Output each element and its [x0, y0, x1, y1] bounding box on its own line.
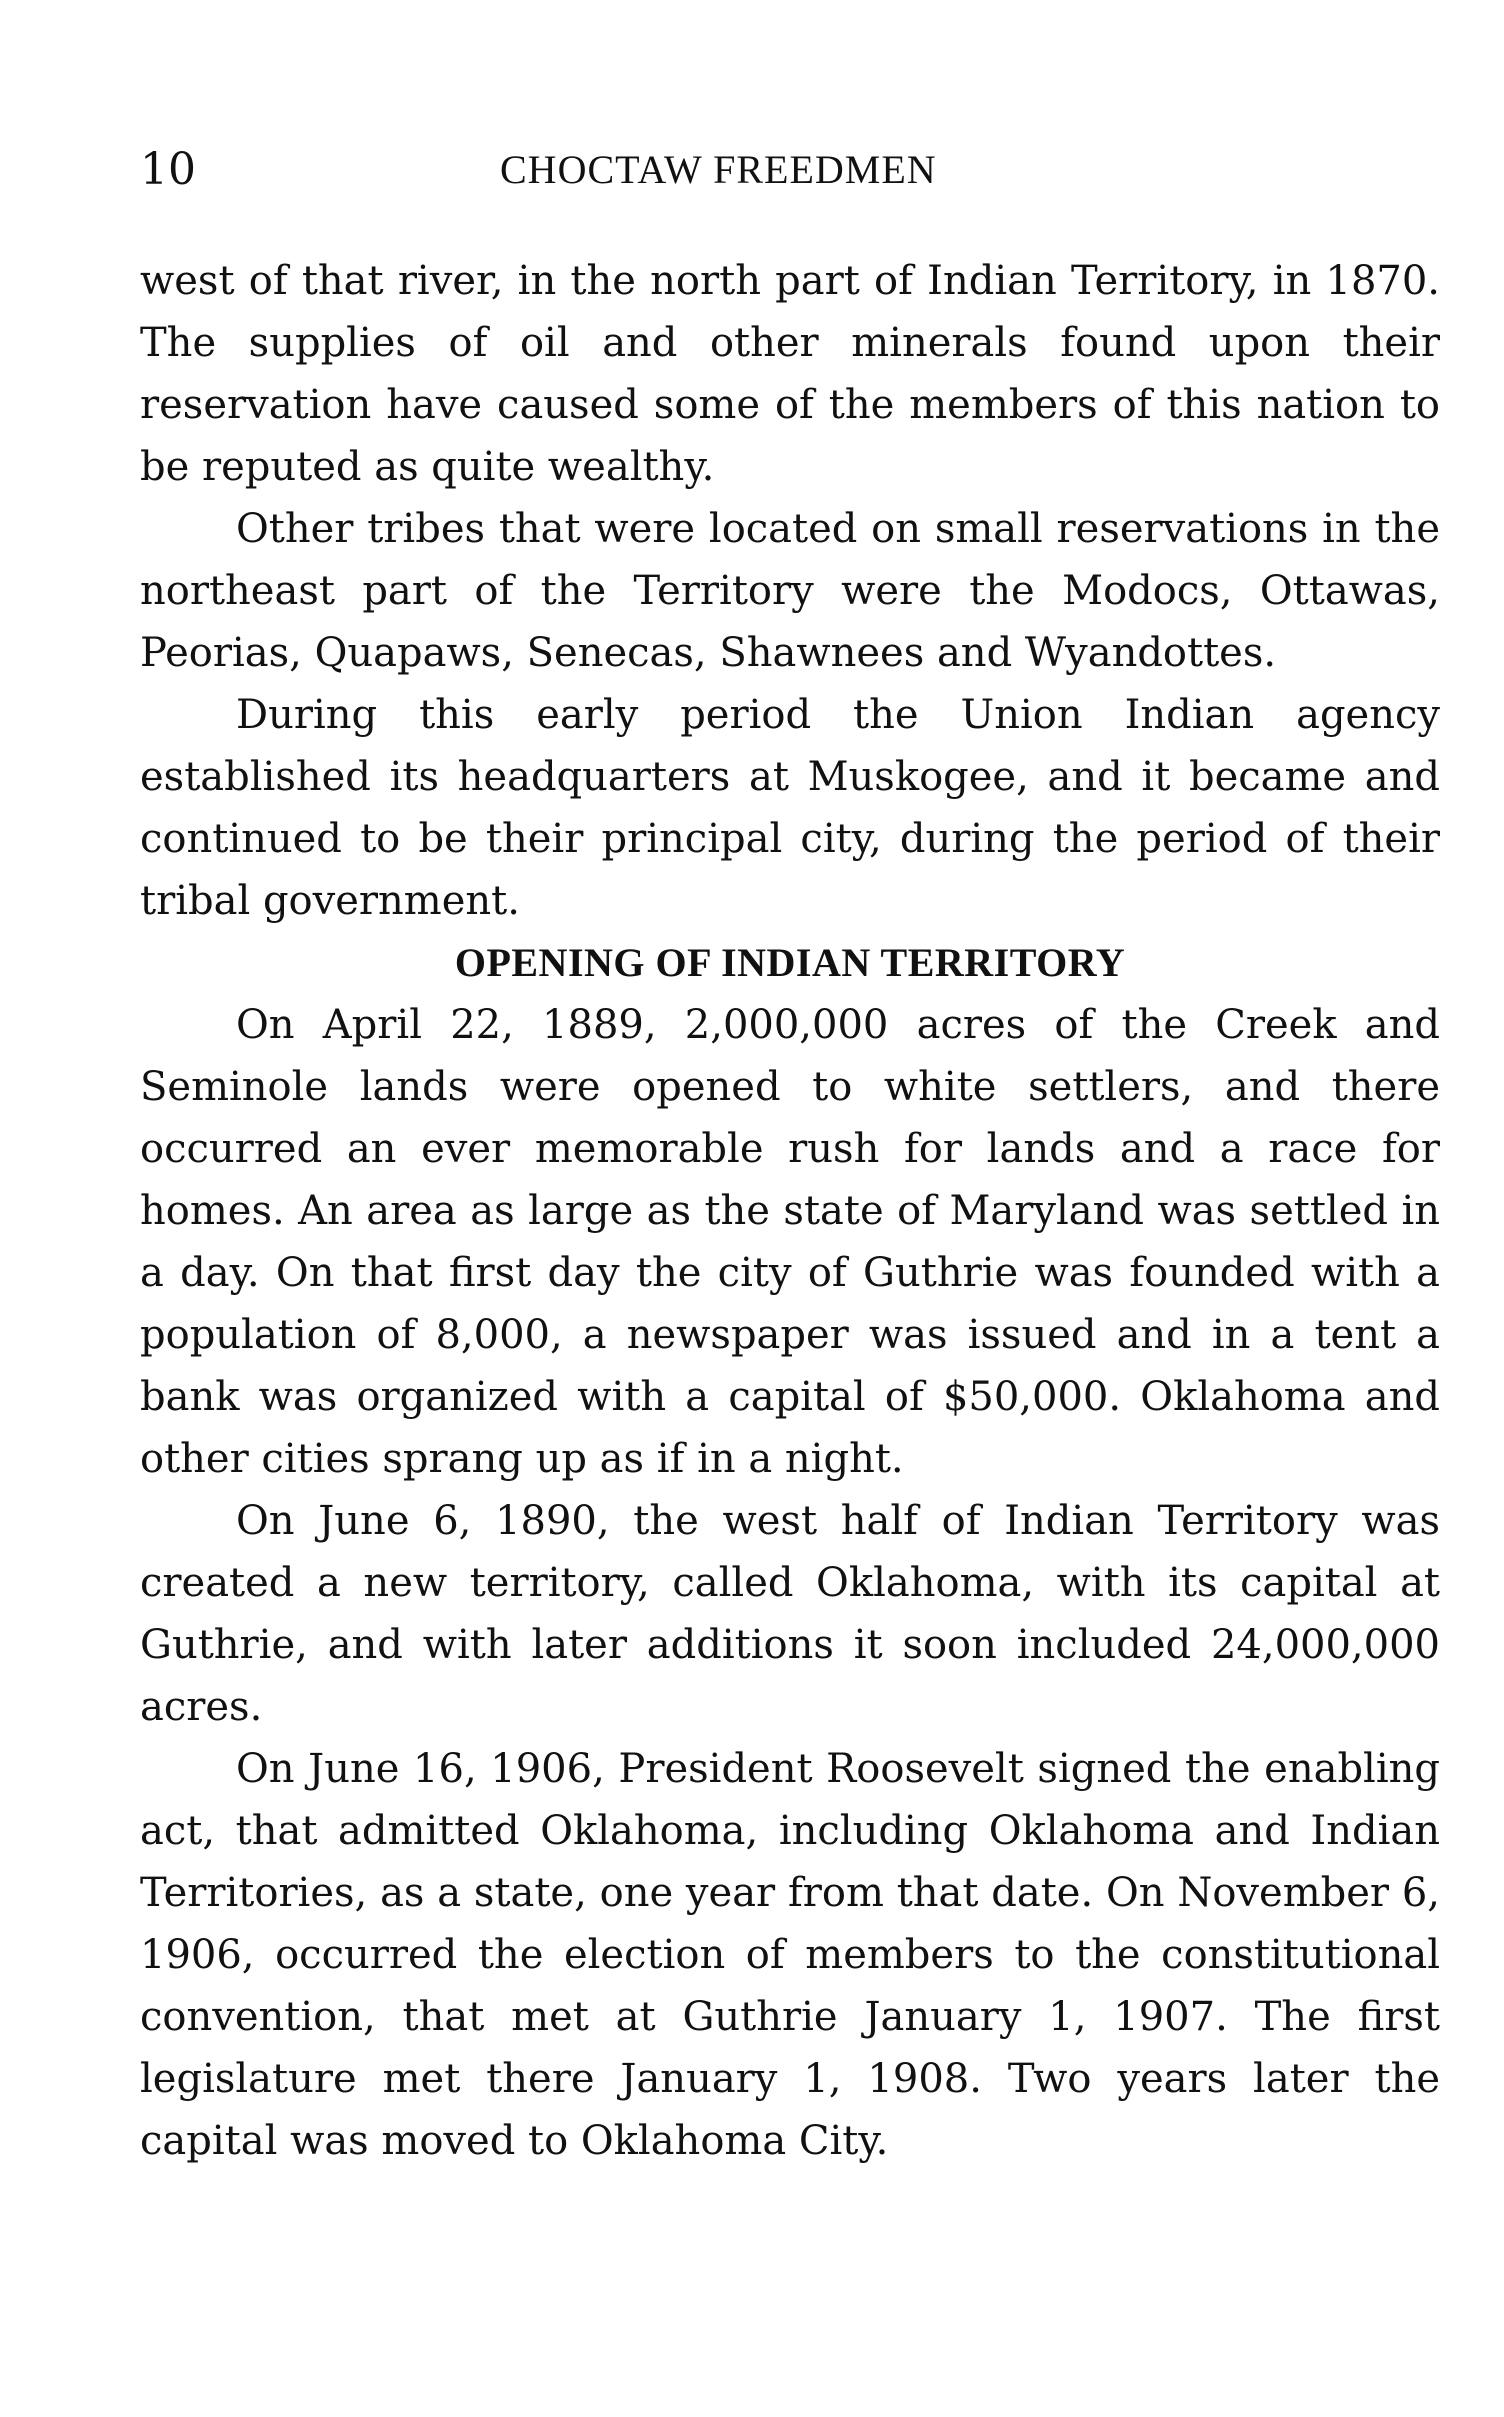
page-header: [140, 140, 1440, 200]
running-head: CHOCTAW FREEDMEN: [500, 147, 937, 192]
paragraph-continued: west of that river, in the north part of Indian Territory, in 1870. The supplies of oil and other minerals found upon their reservation have caused some of the members of this nation to be reputed as quite wealthy.: [140, 258, 1440, 490]
paragraph-other-tribes: Other tribes that were located on small reservations in the northeast part of the Territory were the Modocs, Ottawas, Peorias, Quapaws, Senecas, Shawnees and Wyandottes.: [140, 506, 1440, 676]
paragraph-oklahoma-territory: On June 6, 1890, the west half of Indian Territory was created a new territory, called Oklahoma, with its capital at Guthrie, and with later additions it soon included 24,000,000 acres.: [140, 1498, 1440, 1730]
paragraph-land-run: On April 22, 1889, 2,000,000 acres of the Creek and Seminole lands were opened to white settlers, and there occurred an ever memorable rush for lands and a race for homes. An area as large as the state of Maryland was settled in a day. On that first day the city of Guthrie was founded with a population of 8,000, a newspaper was issued and in a tent a bank was organized with a capital of $50,000. Oklahoma and other cities sprang up as if in a night.: [140, 1002, 1440, 1482]
body-text: [140, 250, 1440, 2172]
paragraph-union-agency: During this early period the Union Indian agency established its headquarters at Muskogee, and it became and continued to be their principal city, during the period of their tribal government.: [140, 692, 1440, 924]
paragraph-statehood: On June 16, 1906, President Roosevelt signed the enabling act, that admitted Oklahoma, including Oklahoma and Indian Territories, as a state, one year from that date. On November 6, 1906, occurred the election of members to the constitutional convention, that met at Guthrie January 1, 1907. The first legislature met there January 1, 1908. Two years later the capital was moved to Oklahoma City.: [140, 1746, 1440, 2164]
page-number: 10: [140, 144, 196, 195]
section-heading: OPENING OF INDIAN TERRITORY: [454, 940, 1126, 985]
